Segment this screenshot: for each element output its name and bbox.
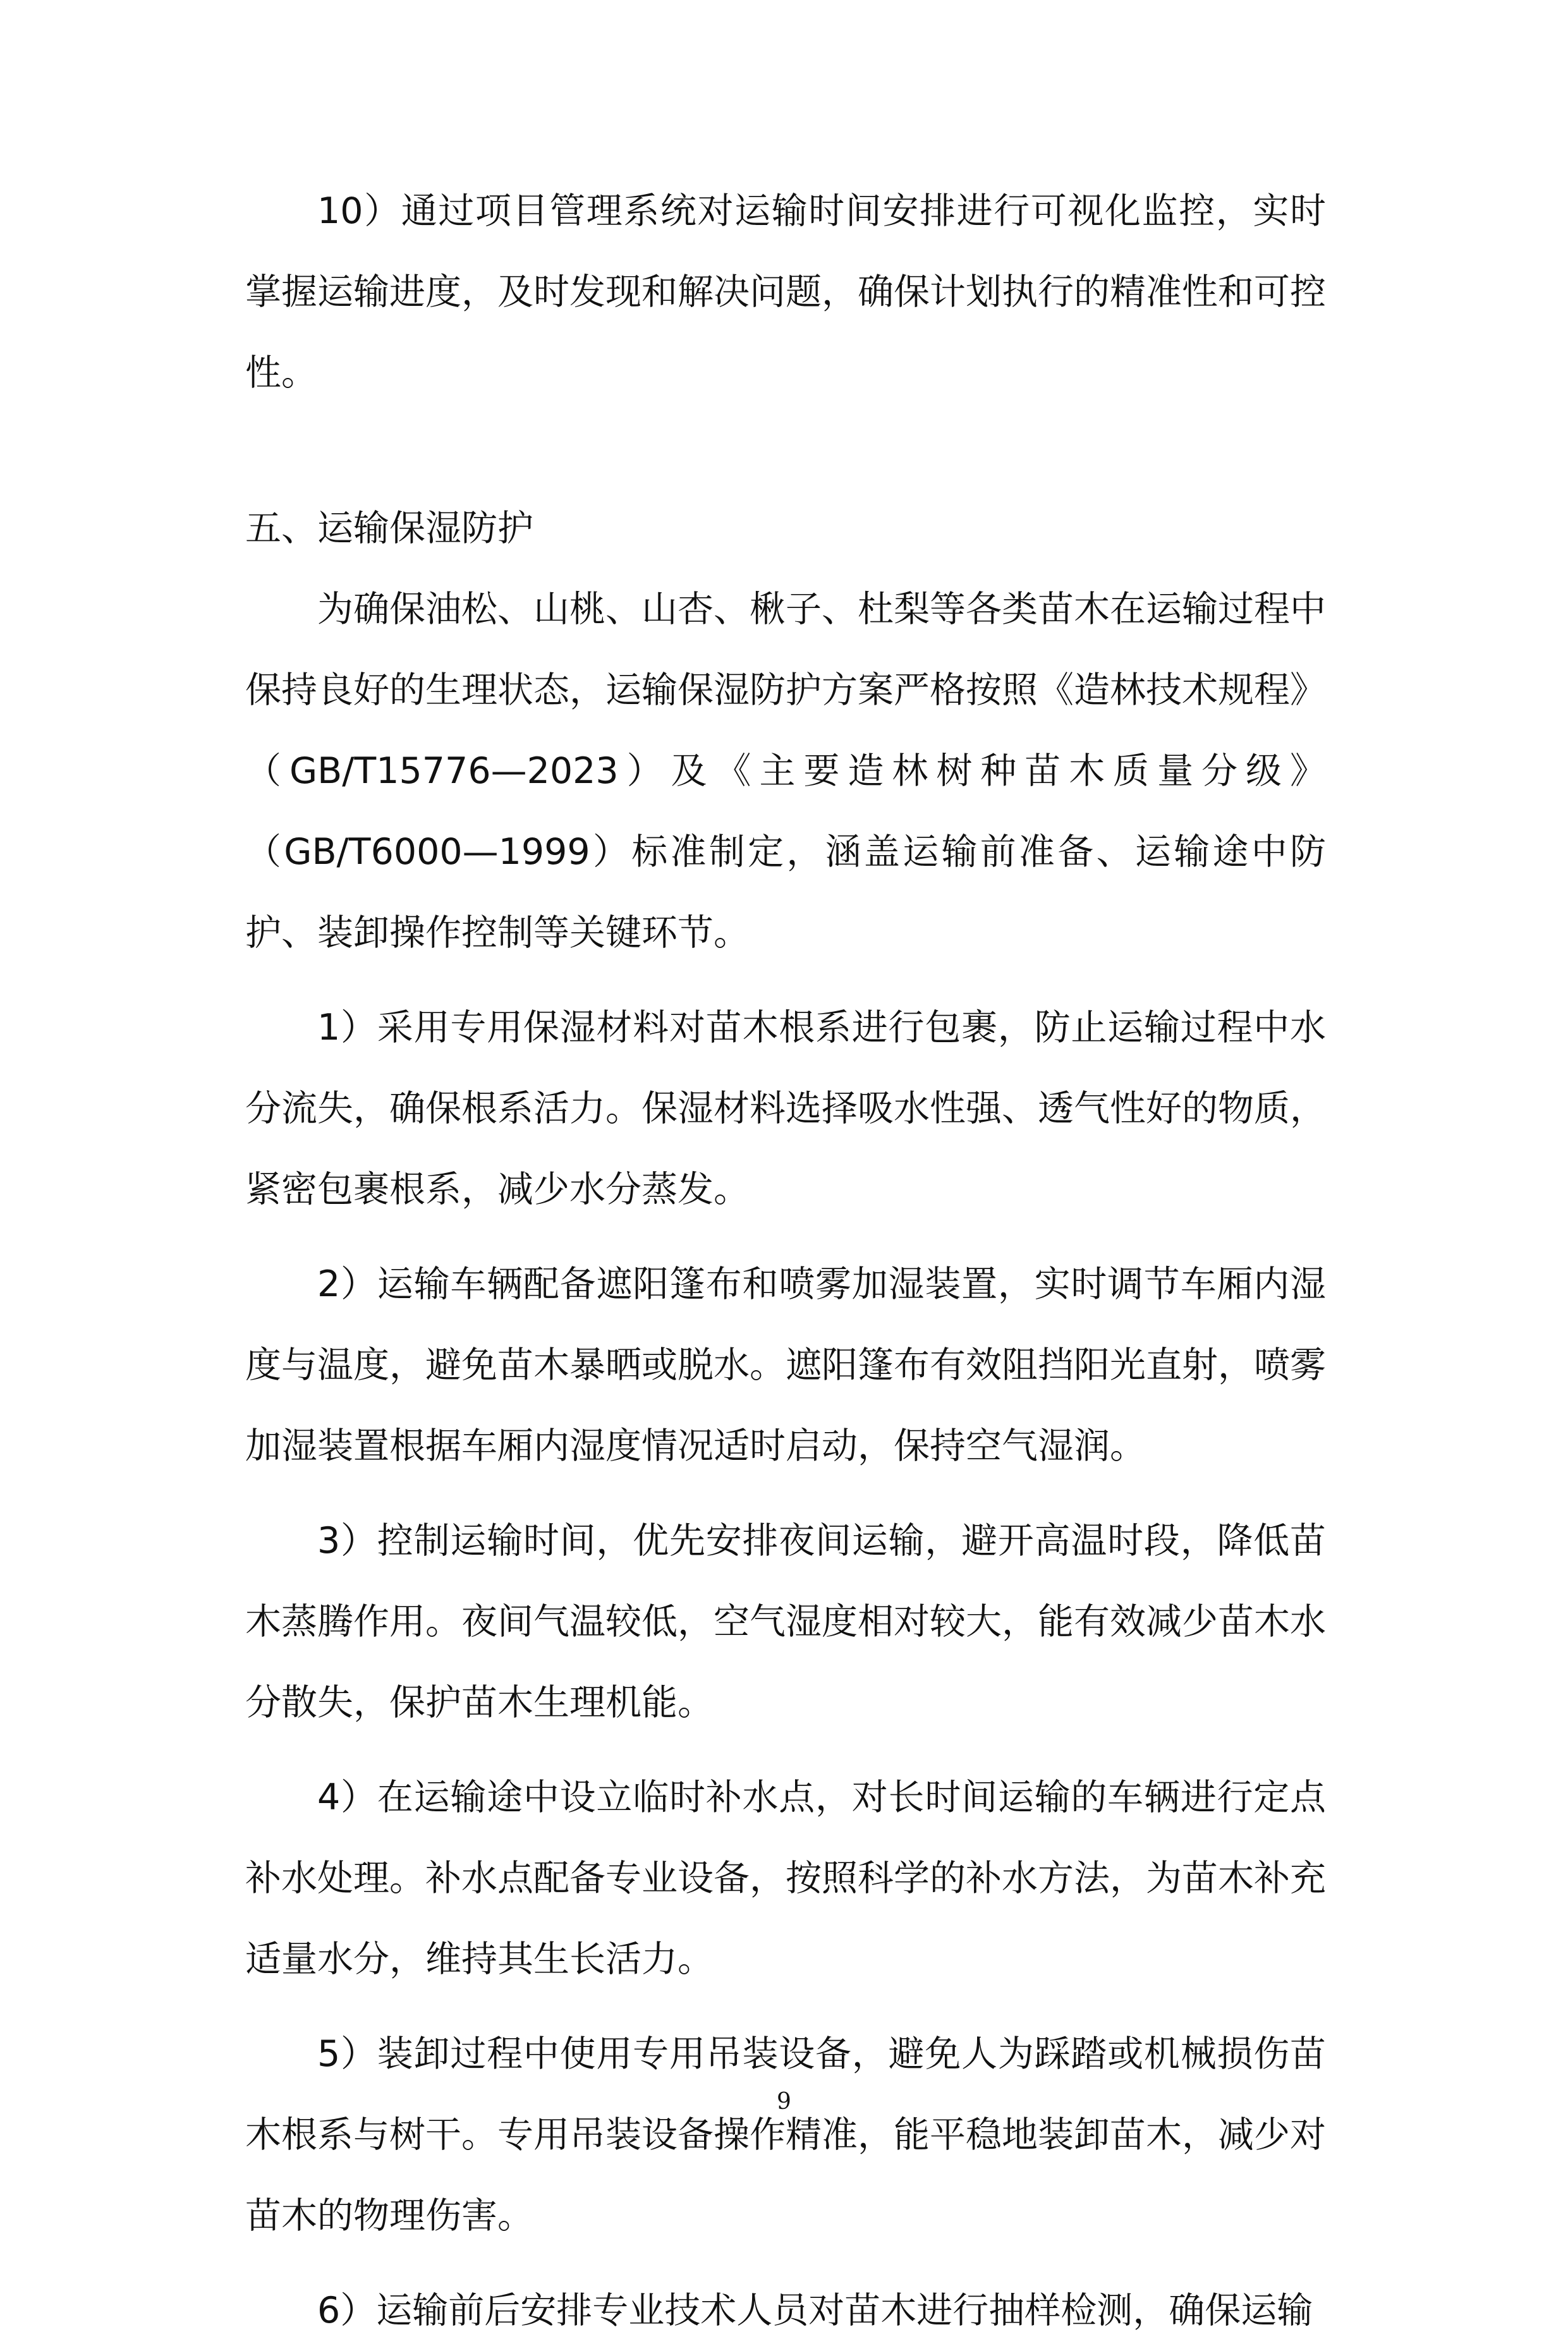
page-number: 9 [777, 2089, 791, 2115]
section-spacer [245, 413, 1326, 488]
paragraph-item-10: 10）通过项目管理系统对运输时间安排进行可视化监控，实时掌握运输进度，及时发现和解决问题，确保计划执行的精准性和可控性。 [245, 190, 1326, 394]
paragraph-item-5: 5）装卸过程中使用专用吊装设备，避免人为踩踏或机械损伤苗木根系与树干。专用吊装设备操作精准，能平稳地装卸苗木，减少对苗木的物理伤害。 [245, 2033, 1326, 2237]
paragraph-item-1: 1）采用专用保湿材料对苗木根系进行包裹，防止运输过程中水分流失，确保根系活力。保湿材料选择吸水性强、透气性好的物质，紧密包裹根系，减少水分蒸发。 [245, 1007, 1326, 1210]
paragraph-intro: 为确保油松、山桃、山杏、楸子、杜梨等各类苗木在运输过程中保持良好的生理状态，运输保湿防护方案严格按照《造林技术规程》（GB/T15776—2023）及《主要造林树种苗木质量分级》（GB/T6000—1999）标准制定，涵盖运输前准备、运输途中防护、装卸操作控制等关键环节。 [245, 588, 1326, 954]
paragraph-item-4: 4）在运输途中设立临时补水点，对长时间运输的车辆进行定点补水处理。补水点配备专业设备，按照科学的补水方法，为苗木补充适量水分，维持其生长活力。 [245, 1777, 1326, 1980]
document-body [245, 171, 1326, 2351]
paragraph-item-2: 2）运输车辆配备遮阳篷布和喷雾加湿装置，实时调节车厢内湿度与温度，避免苗木暴晒或脱水。遮阳篷布有效阻挡阳光直射，喷雾加湿装置根据车厢内湿度情况适时启动，保持空气湿润。 [245, 1263, 1326, 1467]
section-heading: 五、运输保湿防护 [245, 507, 533, 549]
paragraph-item-3: 3）控制运输时间，优先安排夜间运输，避开高温时段，降低苗木蒸腾作用。夜间气温较低，空气湿度相对较大，能有效减少苗木水分散失，保护苗木生理机能。 [245, 1520, 1326, 1723]
paragraph-item-6: 6）运输前后安排专业技术人员对苗木进行抽样检测，确保运输 [317, 2290, 1313, 2331]
